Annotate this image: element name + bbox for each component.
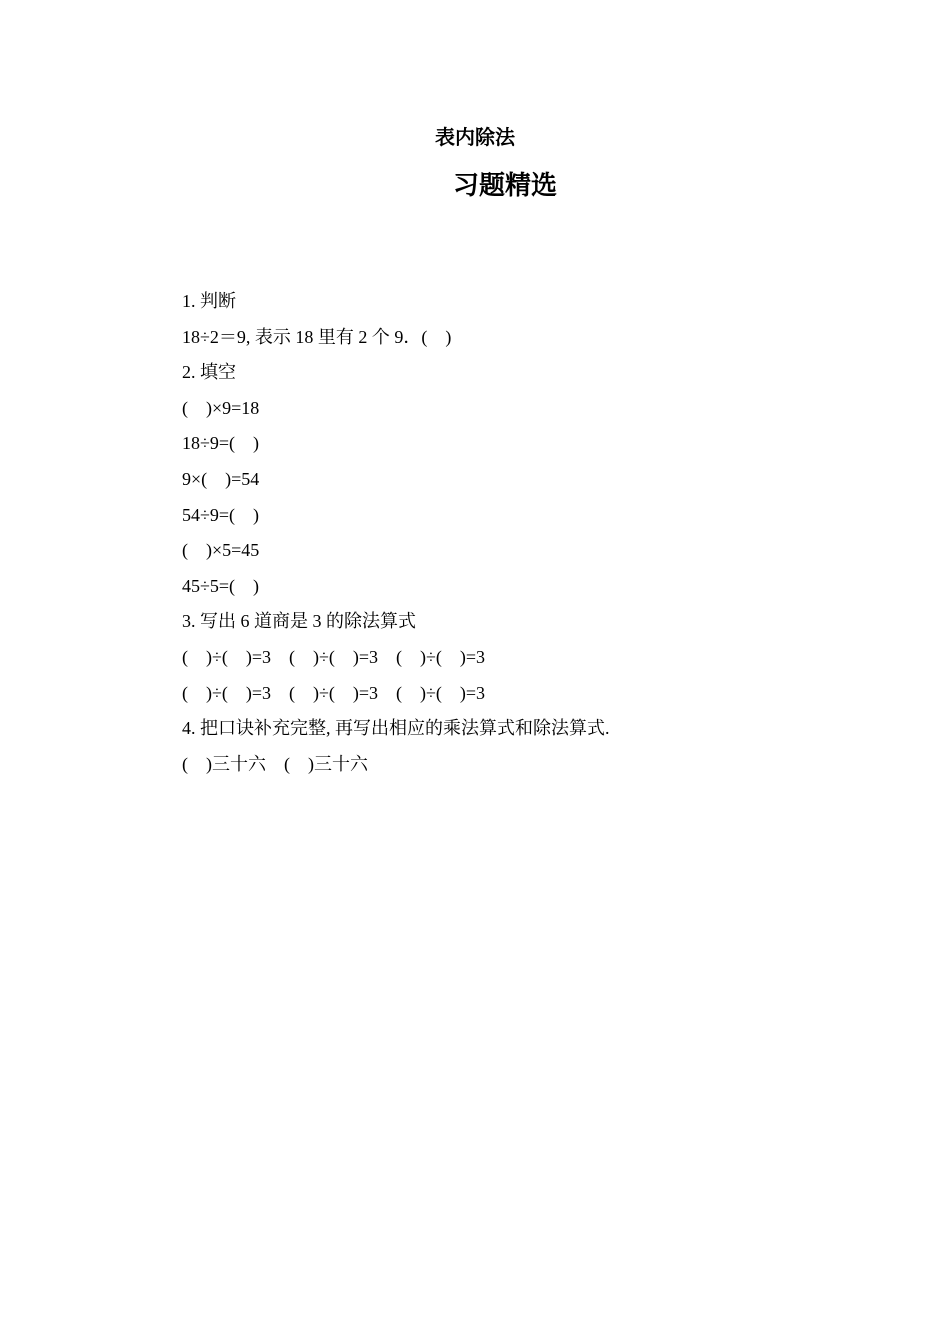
document-title: 习题精选 bbox=[452, 171, 557, 201]
division-blank-row: ( )÷( )=3 ( )÷( )=3 ( )÷( )=3 bbox=[182, 682, 486, 703]
question-4-heading: 4. 把口诀补充完整, 再写出相应的乘法算式和除法算式. bbox=[182, 718, 610, 739]
division-blank-row: ( )÷( )=3 ( )÷( )=3 ( )÷( )=3 bbox=[182, 646, 486, 667]
fill-blank-item: 18÷9=( ) bbox=[182, 433, 260, 454]
fill-blank-item: ( )×9=18 bbox=[182, 397, 260, 418]
document-subject: 表内除法 bbox=[435, 125, 515, 149]
fill-blank-item: 45÷5=( ) bbox=[182, 575, 260, 596]
multiplication-rhyme-row: ( )三十六 ( )三十六 bbox=[182, 753, 368, 774]
exercise-content bbox=[182, 284, 882, 782]
question-2-heading: 2. 填空 bbox=[182, 362, 236, 383]
question-1-heading: 1. 判断 bbox=[182, 291, 236, 311]
fill-blank-item: 9×( )=54 bbox=[182, 468, 260, 489]
fill-blank-item: ( )×5=45 bbox=[182, 540, 260, 561]
fill-blank-item: 54÷9=( ) bbox=[182, 504, 260, 525]
question-1-statement: 18÷2＝9, 表示 18 里有 2 个 9．( ) bbox=[182, 326, 452, 347]
question-3-heading: 3. 写出 6 道商是 3 的除法算式 bbox=[182, 611, 416, 632]
